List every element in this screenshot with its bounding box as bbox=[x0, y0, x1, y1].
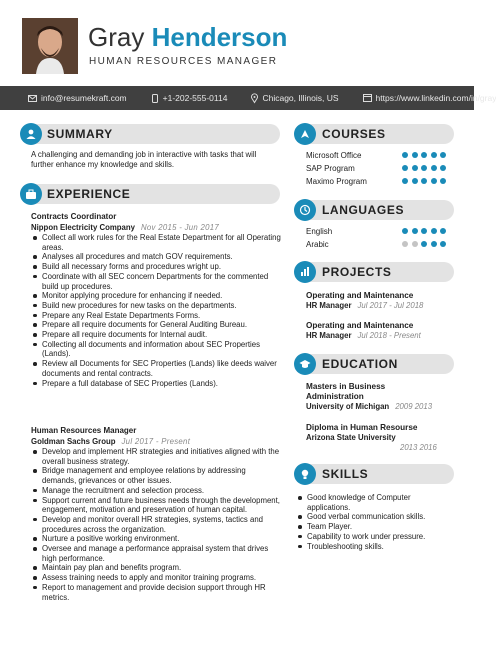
job-title: HUMAN RESOURCES MANAGER bbox=[89, 56, 278, 67]
rating-dot bbox=[440, 178, 446, 184]
education-school bbox=[306, 402, 432, 411]
first-name: Gray bbox=[88, 22, 145, 52]
rating-dot bbox=[421, 165, 427, 171]
web-icon bbox=[363, 94, 372, 102]
job-bullets bbox=[31, 447, 281, 602]
list-item: Review all Documents for SEC Properties (Lands) like deeds waiver documents and rental contracts. bbox=[31, 359, 281, 378]
list-item: Develop and implement HR strategies and initiatives aligned with the overall business strategy. bbox=[31, 447, 281, 466]
project-role bbox=[306, 331, 421, 340]
list-item: Collect all work rules for the Real Estate Department for all Operating areas. bbox=[31, 233, 281, 252]
rating-dots bbox=[399, 228, 447, 234]
rating-dot bbox=[421, 178, 427, 184]
job-role: Human Resources Manager bbox=[31, 426, 137, 435]
job-bullets bbox=[31, 233, 281, 388]
contact-location bbox=[251, 93, 338, 103]
rating-dot bbox=[402, 152, 408, 158]
list-item: Prepare all require documents for Internal audit. bbox=[31, 330, 281, 340]
rating-dot bbox=[431, 178, 437, 184]
rating-dot bbox=[431, 152, 437, 158]
rating-dot bbox=[421, 241, 427, 247]
rating-dot bbox=[402, 241, 408, 247]
rating-dot bbox=[421, 152, 427, 158]
school-name: Arizona State University bbox=[306, 433, 396, 442]
rating-dot bbox=[440, 152, 446, 158]
list-item bbox=[306, 239, 446, 249]
education-dates: 2013 2016 bbox=[400, 443, 437, 452]
list-item: Oversee and manage a performance appraisal system that drives high performance. bbox=[31, 544, 281, 563]
job-dates: Nov 2015 - Jun 2017 bbox=[140, 223, 220, 232]
candidate-name bbox=[88, 22, 287, 52]
list-item: Nurture a positive working environment. bbox=[31, 534, 281, 544]
list-item: Manage the recruitment and selection process. bbox=[31, 486, 281, 496]
rating-dot bbox=[412, 152, 418, 158]
rating-dot bbox=[412, 228, 418, 234]
summary-heading: SUMMARY bbox=[47, 127, 113, 141]
skills-list bbox=[296, 493, 456, 551]
education-dates-line bbox=[400, 443, 437, 452]
course-label: SAP Program bbox=[306, 163, 355, 173]
language-label: Arabic bbox=[306, 239, 329, 249]
rating-dot bbox=[431, 241, 437, 247]
project-dates: Jul 2018 - Present bbox=[357, 331, 421, 340]
project-role-text: HR Manager bbox=[306, 331, 352, 340]
rating-dot bbox=[440, 241, 446, 247]
job-dates: Jul 2017 - Present bbox=[121, 437, 191, 446]
course-label: Microsoft Office bbox=[306, 150, 362, 160]
list-item bbox=[306, 150, 446, 160]
rating-dot bbox=[412, 165, 418, 171]
list-item: Capability to work under pressure. bbox=[296, 532, 456, 542]
education-school bbox=[306, 433, 396, 442]
rating-dots bbox=[399, 165, 447, 171]
list-item: Troubleshooting skills. bbox=[296, 542, 456, 552]
list-item: Build new procedures for new tasks on the departments. bbox=[31, 301, 281, 311]
rating-dot bbox=[431, 228, 437, 234]
project-title: Operating and Maintenance bbox=[306, 321, 414, 330]
profile-photo bbox=[22, 18, 78, 74]
project-role-text: HR Manager bbox=[306, 301, 352, 310]
list-item: Prepare any Real Estate Departments Forms. bbox=[31, 311, 281, 321]
list-item: Collecting all documents and information about SEC Properties (Lands). bbox=[31, 340, 281, 359]
rating-dot bbox=[402, 228, 408, 234]
rating-dot bbox=[412, 178, 418, 184]
skills-header-bar bbox=[296, 464, 454, 484]
rating-dot bbox=[431, 165, 437, 171]
company-name: Nippon Electricity Company bbox=[31, 223, 135, 232]
language-label: English bbox=[306, 226, 333, 236]
list-item: Prepare a full database of SEC Properties (Lands). bbox=[31, 379, 281, 389]
contact-email[interactable] bbox=[28, 93, 127, 103]
list-item: Maintain pay plan and benefits program. bbox=[31, 563, 281, 573]
list-item bbox=[306, 163, 446, 173]
education-title: Diploma in Human Resourse bbox=[306, 423, 418, 432]
education-title: Masters in Business Administration bbox=[306, 382, 386, 401]
skills-icon bbox=[294, 463, 316, 485]
rating-dot bbox=[412, 241, 418, 247]
job-company bbox=[31, 223, 219, 232]
rating-dot bbox=[421, 228, 427, 234]
project-dates: Jul 2017 - Jul 2018 bbox=[357, 301, 424, 310]
list-item bbox=[306, 176, 446, 186]
list-item bbox=[306, 226, 446, 236]
languages-icon bbox=[294, 199, 316, 221]
education-heading: EDUCATION bbox=[322, 357, 398, 371]
courses-icon bbox=[294, 123, 316, 145]
education-dates: 2009 2013 bbox=[395, 402, 433, 411]
list-item: Prepare all require documents for General Auditing Bureau. bbox=[31, 320, 281, 330]
website-text: https://www.linkedin.com/in/gray bbox=[375, 93, 496, 103]
list-item: Team Player. bbox=[296, 522, 456, 532]
rating-dots bbox=[399, 178, 447, 184]
list-item: Coordinate with all SEC concern Departments for the commented build up procedures. bbox=[31, 272, 281, 291]
summary-text: A challenging and demanding job in interactive with tasks that will further enhance my knowledge and skills. bbox=[31, 150, 257, 169]
projects-heading: PROJECTS bbox=[322, 265, 392, 279]
list-item: Support current and future business needs through the development, engagement, motivation and preservation of human capital. bbox=[31, 496, 281, 515]
summary-icon bbox=[20, 123, 42, 145]
phone-text: +1-202-555-0114 bbox=[162, 93, 228, 103]
projects-icon bbox=[294, 261, 316, 283]
languages-heading: LANGUAGES bbox=[322, 203, 405, 217]
job-role: Contracts Coordinator bbox=[31, 212, 117, 221]
list-item: Monitor applying procedure for enhancing if needed. bbox=[31, 291, 281, 301]
company-name: Goldman Sachs Group bbox=[31, 437, 116, 446]
rating-dot bbox=[402, 178, 408, 184]
project-role bbox=[306, 301, 423, 310]
school-name: University of Michigan bbox=[306, 402, 390, 411]
contact-bar bbox=[0, 86, 496, 110]
rating-dot bbox=[402, 165, 408, 171]
courses-heading: COURSES bbox=[322, 127, 386, 141]
rating-dot bbox=[440, 165, 446, 171]
project-title: Operating and Maintenance bbox=[306, 291, 414, 300]
job-company bbox=[31, 437, 190, 446]
last-name: Henderson bbox=[151, 22, 288, 52]
experience-icon bbox=[20, 183, 42, 205]
list-item: Report to management and provide decision support through HR metrics. bbox=[31, 583, 281, 602]
list-item: Assess training needs to apply and monitor training programs. bbox=[31, 573, 281, 583]
rating-dots bbox=[399, 241, 447, 247]
map-pin-icon bbox=[251, 94, 258, 103]
email-text: info@resumekraft.com bbox=[41, 93, 127, 103]
contact-phone[interactable] bbox=[151, 93, 228, 103]
phone-icon bbox=[151, 94, 159, 103]
list-item: Good knowledge of Computer applications. bbox=[296, 493, 456, 512]
course-label: Maximo Program bbox=[306, 176, 367, 186]
list-item: Bridge management and employee relations by addressing demands, grievances or other issues. bbox=[31, 466, 281, 485]
rating-dot bbox=[440, 228, 446, 234]
education-icon bbox=[294, 353, 316, 375]
skills-heading: SKILLS bbox=[322, 467, 369, 481]
list-item: Develop and monitor overall HR strategies, systems, tactics and procedures across the organization. bbox=[31, 515, 281, 534]
list-item: Build all necessary forms and procedures wright up. bbox=[31, 262, 281, 272]
rating-dots bbox=[399, 152, 447, 158]
experience-heading: EXPERIENCE bbox=[47, 187, 131, 201]
location-text: Chicago, Illinois, US bbox=[262, 93, 339, 103]
list-item: Analyses all procedures and match GOV requirements. bbox=[31, 252, 281, 262]
contact-website[interactable] bbox=[363, 93, 496, 103]
envelope-icon bbox=[28, 95, 37, 102]
list-item: Good verbal communication skills. bbox=[296, 512, 456, 522]
